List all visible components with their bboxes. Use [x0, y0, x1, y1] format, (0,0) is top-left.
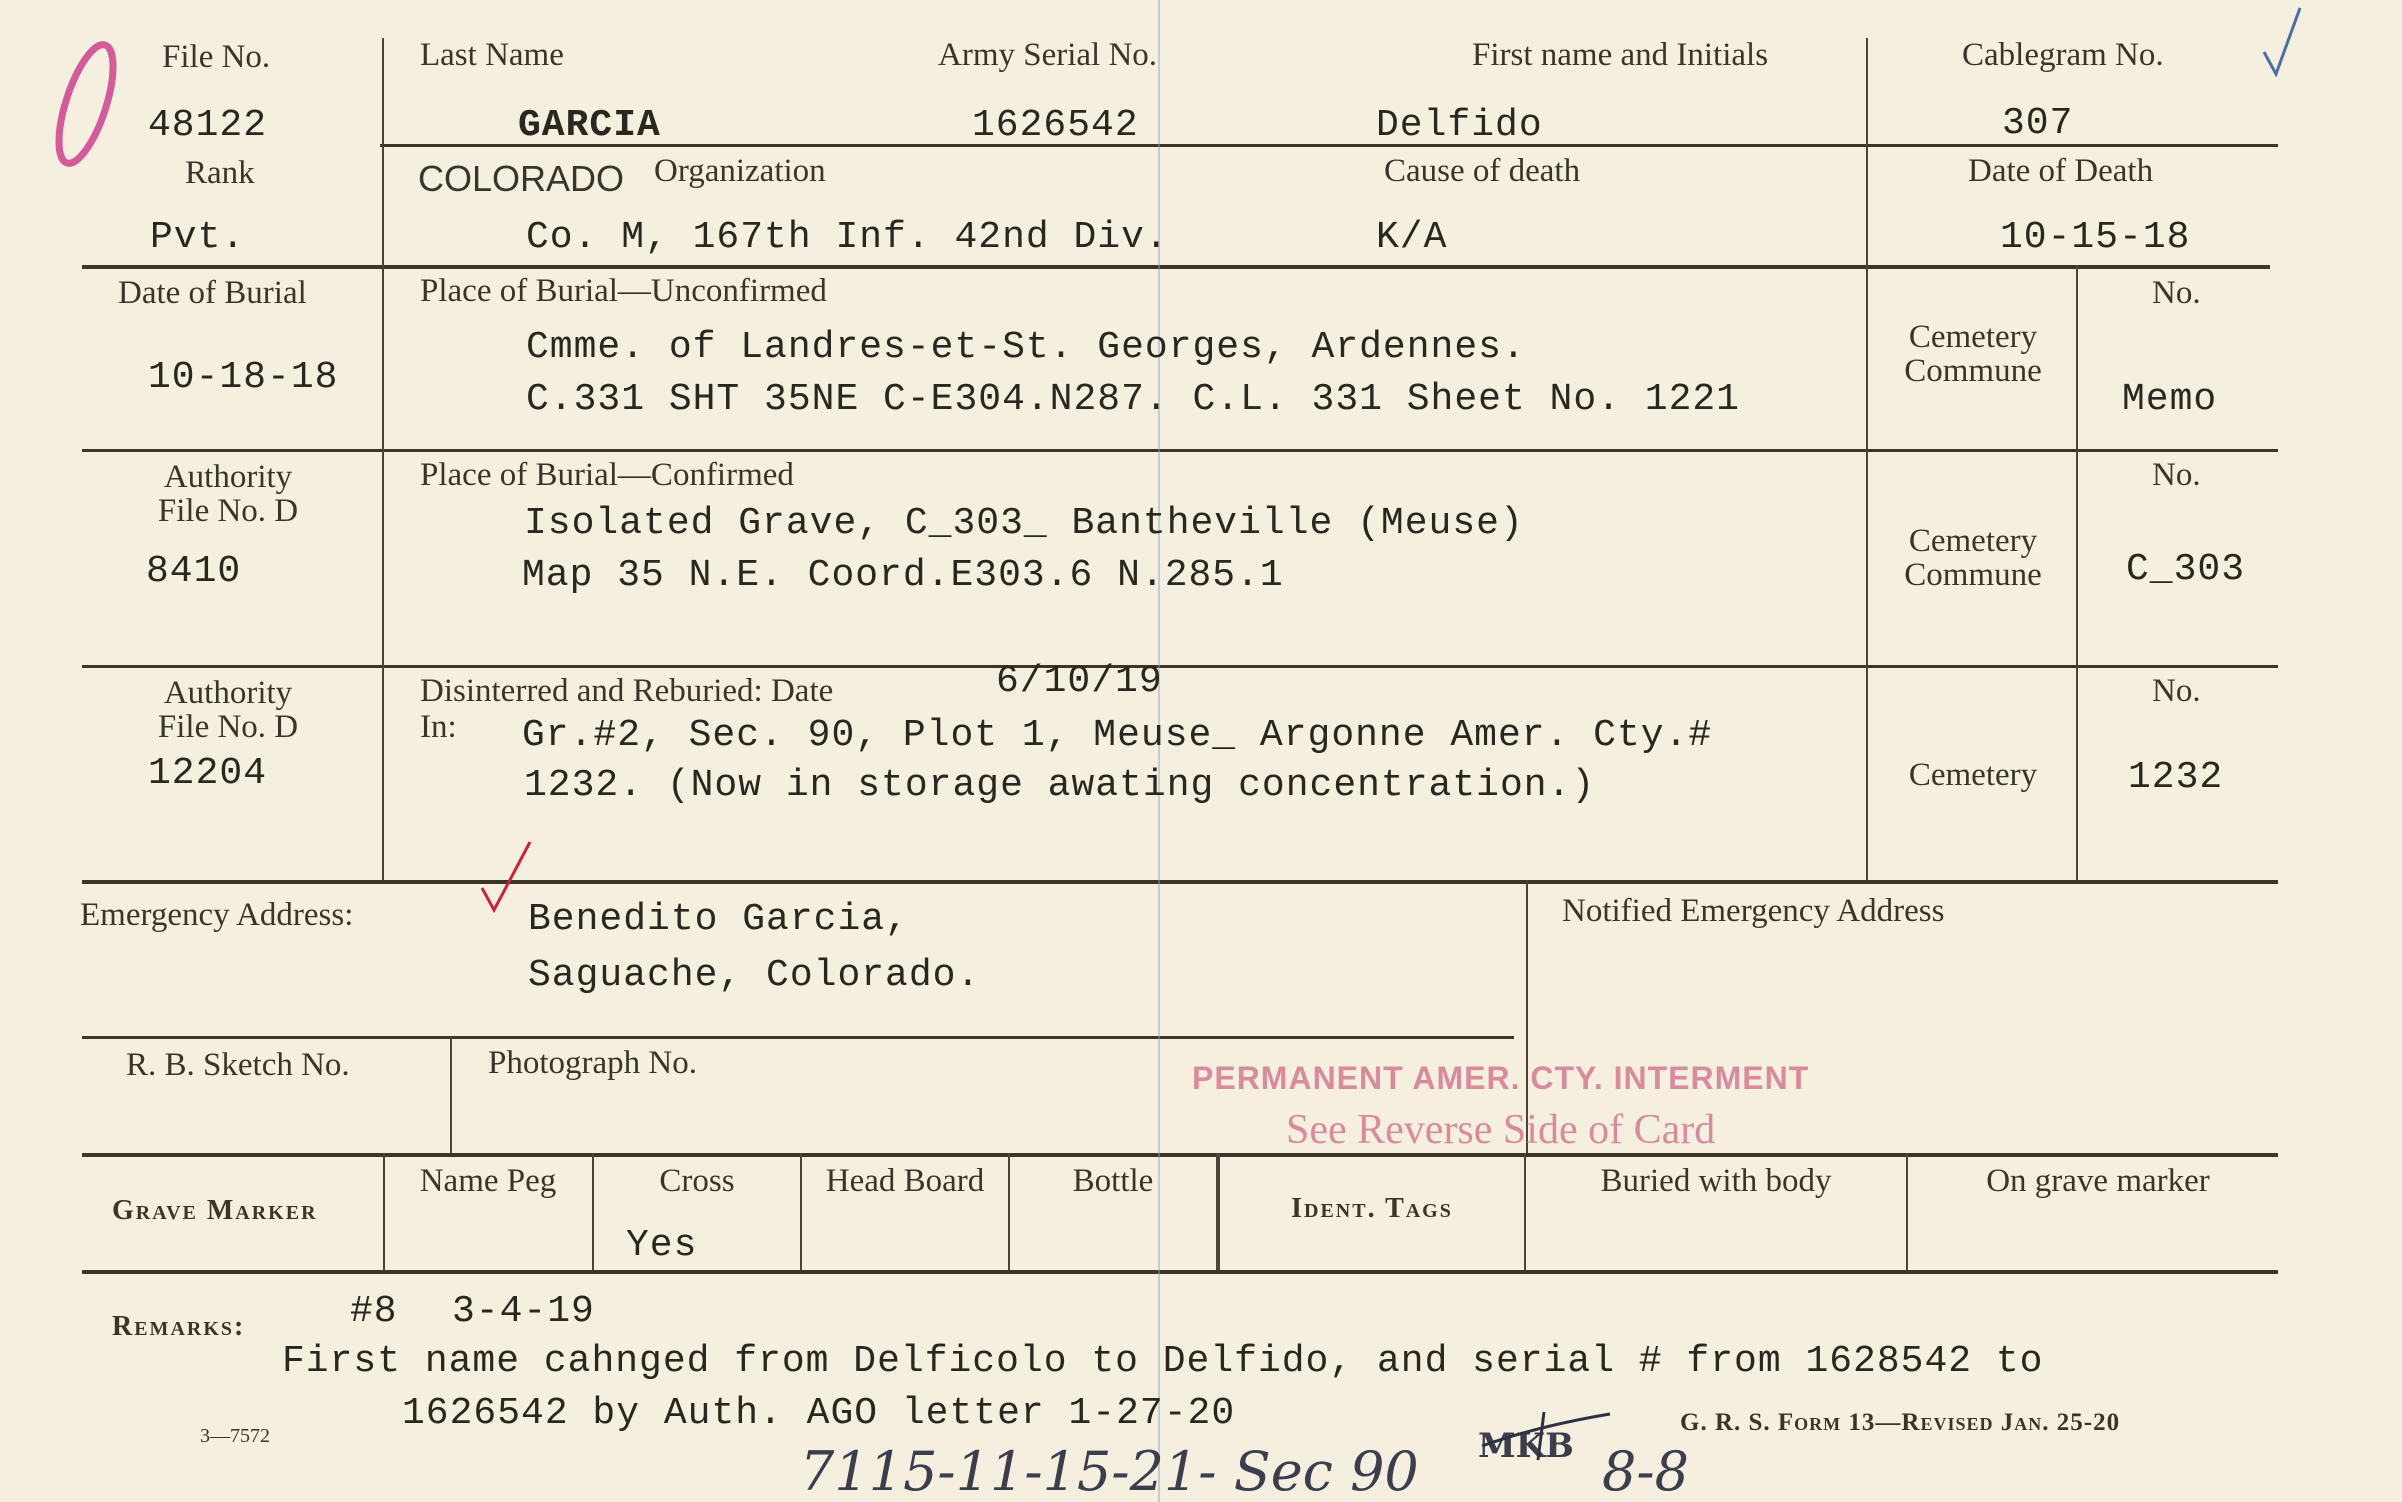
army-serial-label: Army Serial No. — [938, 37, 1158, 73]
confirmed-line-1: Isolated Grave, C_303_ Bantheville (Meuse) — [524, 502, 1524, 545]
unconfirmed-no-value: Memo — [2122, 378, 2218, 421]
rank-label: Rank — [185, 155, 255, 191]
remarks-date: 3-4-19 — [452, 1290, 595, 1333]
cablegram-label: Cablegram No. — [1962, 37, 2164, 73]
first-name-label: First name and Initials — [1472, 37, 1769, 73]
vrule-left-top — [382, 38, 384, 880]
magenta-oval-mark-icon — [36, 34, 136, 174]
authority-value-1: 8410 — [146, 550, 242, 593]
file-no-label: File No. — [162, 39, 271, 75]
cross-label: Cross — [659, 1163, 735, 1199]
rule-grave-top — [82, 1153, 2278, 1157]
unconfirmed-line-1: Cmme. of Landres-et-St. Georges, Ardennes. — [526, 326, 1526, 369]
authority-file-label-1: File No. D — [157, 493, 299, 529]
date-of-burial-value: 10-18-18 — [148, 356, 339, 399]
photograph-label: Photograph No. — [488, 1045, 697, 1081]
rank-value: Pvt. — [150, 216, 246, 259]
emergency-line-2: Saguache, Colorado. — [528, 954, 981, 997]
remarks-line-1: First name cahnged from Delficolo to Delfido, and serial # from 1628542 to — [282, 1340, 2044, 1383]
reburial-date-value: 6/10/19 — [996, 660, 1163, 703]
cemetery-label-3: Cemetery — [1908, 757, 2038, 793]
head-board-label: Head Board — [825, 1163, 985, 1199]
remarks-label: Remarks: — [112, 1311, 246, 1342]
cause-of-death-value: K/A — [1376, 216, 1448, 259]
rb-sketch-label: R. B. Sketch No. — [126, 1047, 350, 1083]
file-no-value: 48122 — [148, 104, 268, 147]
grave-marker-label: Grave Marker — [112, 1195, 318, 1226]
confirmed-line-2: Map 35 N.E. Coord.E303.6 N.285.1 — [522, 554, 1284, 597]
rule-row2 — [82, 265, 2270, 269]
handwritten-ref: 8-8 — [1602, 1440, 1689, 1502]
vrule-sketch — [450, 1036, 452, 1153]
interment-stamp-line-1: PERMANENT AMER. CTY. INTERMENT — [1192, 1060, 1810, 1096]
reburial-no-value: 1232 — [2128, 756, 2224, 799]
army-serial-value: 1626542 — [972, 104, 1139, 147]
cablegram-value: 307 — [2002, 102, 2074, 145]
commune-label-1: Commune — [1904, 353, 2042, 389]
cause-of-death-label: Cause of death — [1384, 153, 1581, 189]
print-code: 3—7572 — [200, 1425, 270, 1447]
commune-label-2: Commune — [1904, 557, 2042, 593]
emergency-address-label: Emergency Address: — [80, 897, 354, 933]
reburial-line-1: Gr.#2, Sec. 90, Plot 1, Meuse_ Argonne Amer. Cty.# — [522, 714, 1713, 757]
rule-emergency — [82, 1036, 1514, 1039]
date-of-death-label: Date of Death — [1968, 153, 2154, 189]
bottle-label: Bottle — [1072, 1163, 1154, 1199]
place-unconfirmed-label: Place of Burial—Unconfirmed — [420, 273, 827, 309]
authority-value-2: 12204 — [148, 752, 268, 795]
date-of-death-value: 10-15-18 — [2000, 216, 2191, 259]
blue-pencil-tick-icon — [2256, 4, 2316, 84]
buried-with-body-label: Buried with body — [1600, 1163, 1832, 1199]
rule-grave-bottom — [82, 1270, 2278, 1274]
authority-label-2: Authority — [163, 675, 293, 711]
organization-label: Organization — [654, 153, 826, 189]
notified-emergency-label: Notified Emergency Address — [1562, 893, 1945, 929]
date-of-burial-label: Date of Burial — [118, 275, 307, 311]
cemetery-label-2: Cemetery — [1908, 523, 2038, 559]
vrule-g5 — [1216, 1153, 1220, 1270]
last-name-label: Last Name — [420, 37, 564, 73]
vrule-right-top — [1866, 38, 1868, 880]
ident-tags-label: Ident. Tags — [1291, 1193, 1453, 1224]
name-peg-label: Name Peg — [419, 1163, 557, 1199]
vrule-no-col — [2076, 265, 2078, 880]
disinterred-label: Disinterred and Reburied: Date — [420, 673, 834, 709]
first-name-value: Delfido — [1376, 104, 1543, 147]
authority-label-1: Authority — [163, 459, 293, 495]
strike-mark-icon — [1478, 1406, 1618, 1466]
reburial-line-2: 1232. (Now in storage awating concentration.) — [524, 764, 1596, 807]
rule-row3 — [82, 449, 2278, 452]
check-mark-icon — [476, 836, 536, 916]
authority-file-label-2: File No. D — [157, 709, 299, 745]
handwritten-bottom-note: 7115-11-15-21- Sec 90 — [800, 1440, 1419, 1502]
no-label-2: No. — [2152, 457, 2201, 493]
handwritten-initials: MKB — [1478, 1426, 1574, 1466]
form-id: G. R. S. Form 13—Revised Jan. 25-20 — [1680, 1409, 2121, 1436]
organization-value: Co. M, 167th Inf. 42nd Div. — [526, 216, 1169, 259]
confirmed-no-value: C_303 — [2126, 548, 2246, 591]
place-confirmed-label: Place of Burial—Confirmed — [420, 457, 794, 493]
cross-value: Yes — [626, 1224, 698, 1267]
state-stamp: COLORADO — [418, 158, 625, 199]
no-label-1: No. — [2152, 275, 2201, 311]
interment-stamp-line-2: See Reverse Side of Card — [1286, 1107, 1716, 1153]
cemetery-label-1: Cemetery — [1908, 319, 2038, 355]
no-label-3: No. — [2152, 673, 2201, 709]
rule-row1 — [380, 144, 2278, 147]
rule-row5 — [82, 880, 2278, 884]
last-name-value: GARCIA — [518, 104, 661, 147]
in-label: In: — [420, 709, 457, 745]
emergency-line-1: Benedito Garcia, — [528, 898, 909, 941]
rule-row4 — [82, 665, 2278, 668]
on-grave-marker-label: On grave marker — [1986, 1163, 2210, 1199]
remarks-line-2: 1626542 by Auth. AGO letter 1-27-20 — [402, 1392, 1236, 1435]
remarks-ref: #8 — [350, 1290, 398, 1333]
unconfirmed-line-2: C.331 SHT 35NE C-E304.N287. C.L. 331 Sheet No. 1221 — [526, 378, 1740, 421]
